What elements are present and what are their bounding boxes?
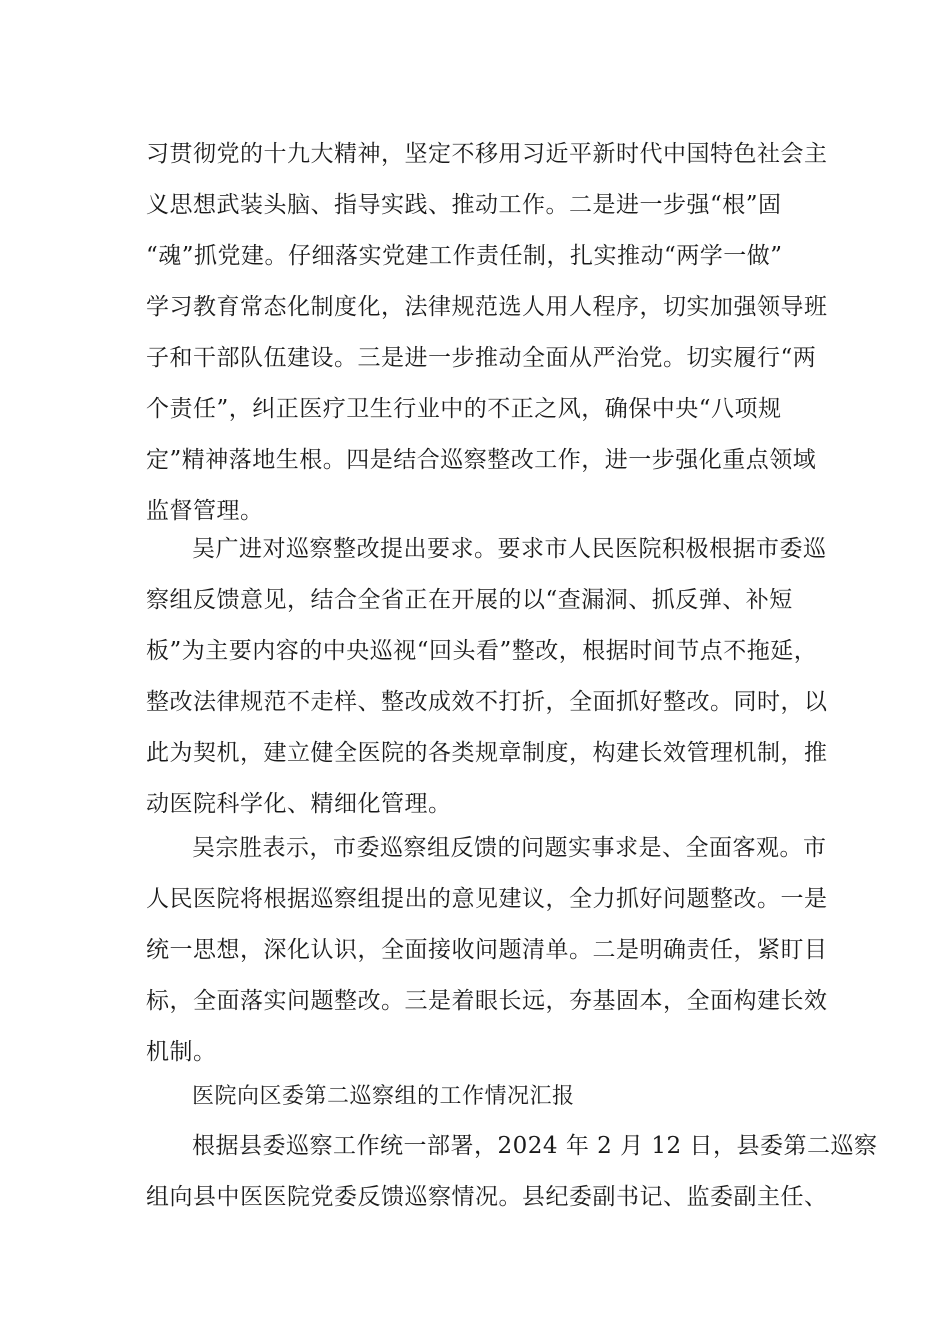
paragraph-line: 义思想武装头脑、指导实践、推动工作。二是进一步强“根”固 — [146, 192, 782, 218]
paragraph-line: 板”为主要内容的中央巡视“回头看”整改，根据时间节点不拖延， — [146, 638, 818, 664]
paragraph-3 — [146, 823, 828, 1078]
paragraph-line: 习贯彻党的十九大精神，坚定不移用习近平新时代中国特色社会主 — [146, 141, 828, 167]
paragraph-line: 子和干部队伍建设。三是进一步推动全面从严治党。切实履行“两 — [146, 345, 817, 371]
paragraph-line: 吴广进对巡察整改提出要求。要求市人民医院积极根据市委巡 — [192, 536, 827, 562]
paragraph-line: 机制。 — [146, 1039, 217, 1065]
paragraph-line: 动医院科学化、精细化管理。 — [146, 791, 452, 817]
paragraph-2 — [146, 524, 828, 830]
paragraph-line: 标，全面落实问题整改。三是着眼长远，夯基固本，全面构建长效 — [146, 988, 828, 1014]
paragraph-line: 组向县中医医院党委反馈巡察情况。县纪委副书记、监委副主任、 — [146, 1184, 828, 1210]
paragraph-line: “魂”抓党建。仔细落实党建工作责任制，扎实推动“两学一做” — [146, 243, 783, 269]
section-heading — [146, 1071, 808, 1122]
paragraph-line: 吴宗胜表示，市委巡察组反馈的问题实事求是、全面客观。市 — [192, 835, 827, 861]
paragraph-line: 定”精神落地生根。四是结合巡察整改工作，进一步强化重点领域 — [146, 447, 817, 473]
paragraph-line: 统一思想，深化认识，全面接收问题清单。二是明确责任，紧盯目 — [146, 937, 828, 963]
paragraph-line: 察组反馈意见，结合全省正在开展的以“查漏洞、抓反弹、补短 — [146, 587, 793, 613]
paragraph-line: 学习教育常态化制度化，法律规范选人用人程序，切实加强领导班 — [146, 294, 828, 320]
paragraph-5 — [146, 1121, 878, 1223]
paragraph-line: 根据县委巡察工作统一部署，2024 年 2 月 12 日，县委第二巡察 — [192, 1133, 878, 1159]
paragraph-1 — [146, 129, 828, 537]
paragraph-line: 人民医院将根据巡察组提出的意见建议，全力抓好问题整改。一是 — [146, 886, 828, 912]
paragraph-line: 此为契机，建立健全医院的各类规章制度，构建长效管理机制，推 — [146, 740, 828, 766]
section-heading-text: 医院向区委第二巡察组的工作情况汇报 — [192, 1084, 575, 1109]
paragraph-line: 个责任”，纠正医疗卫生行业中的不正之风，确保中央“八项规 — [146, 396, 782, 422]
paragraph-line: 监督管理。 — [146, 498, 264, 524]
paragraph-line: 整改法律规范不走样、整改成效不打折，全面抓好整改。同时，以 — [146, 689, 828, 715]
